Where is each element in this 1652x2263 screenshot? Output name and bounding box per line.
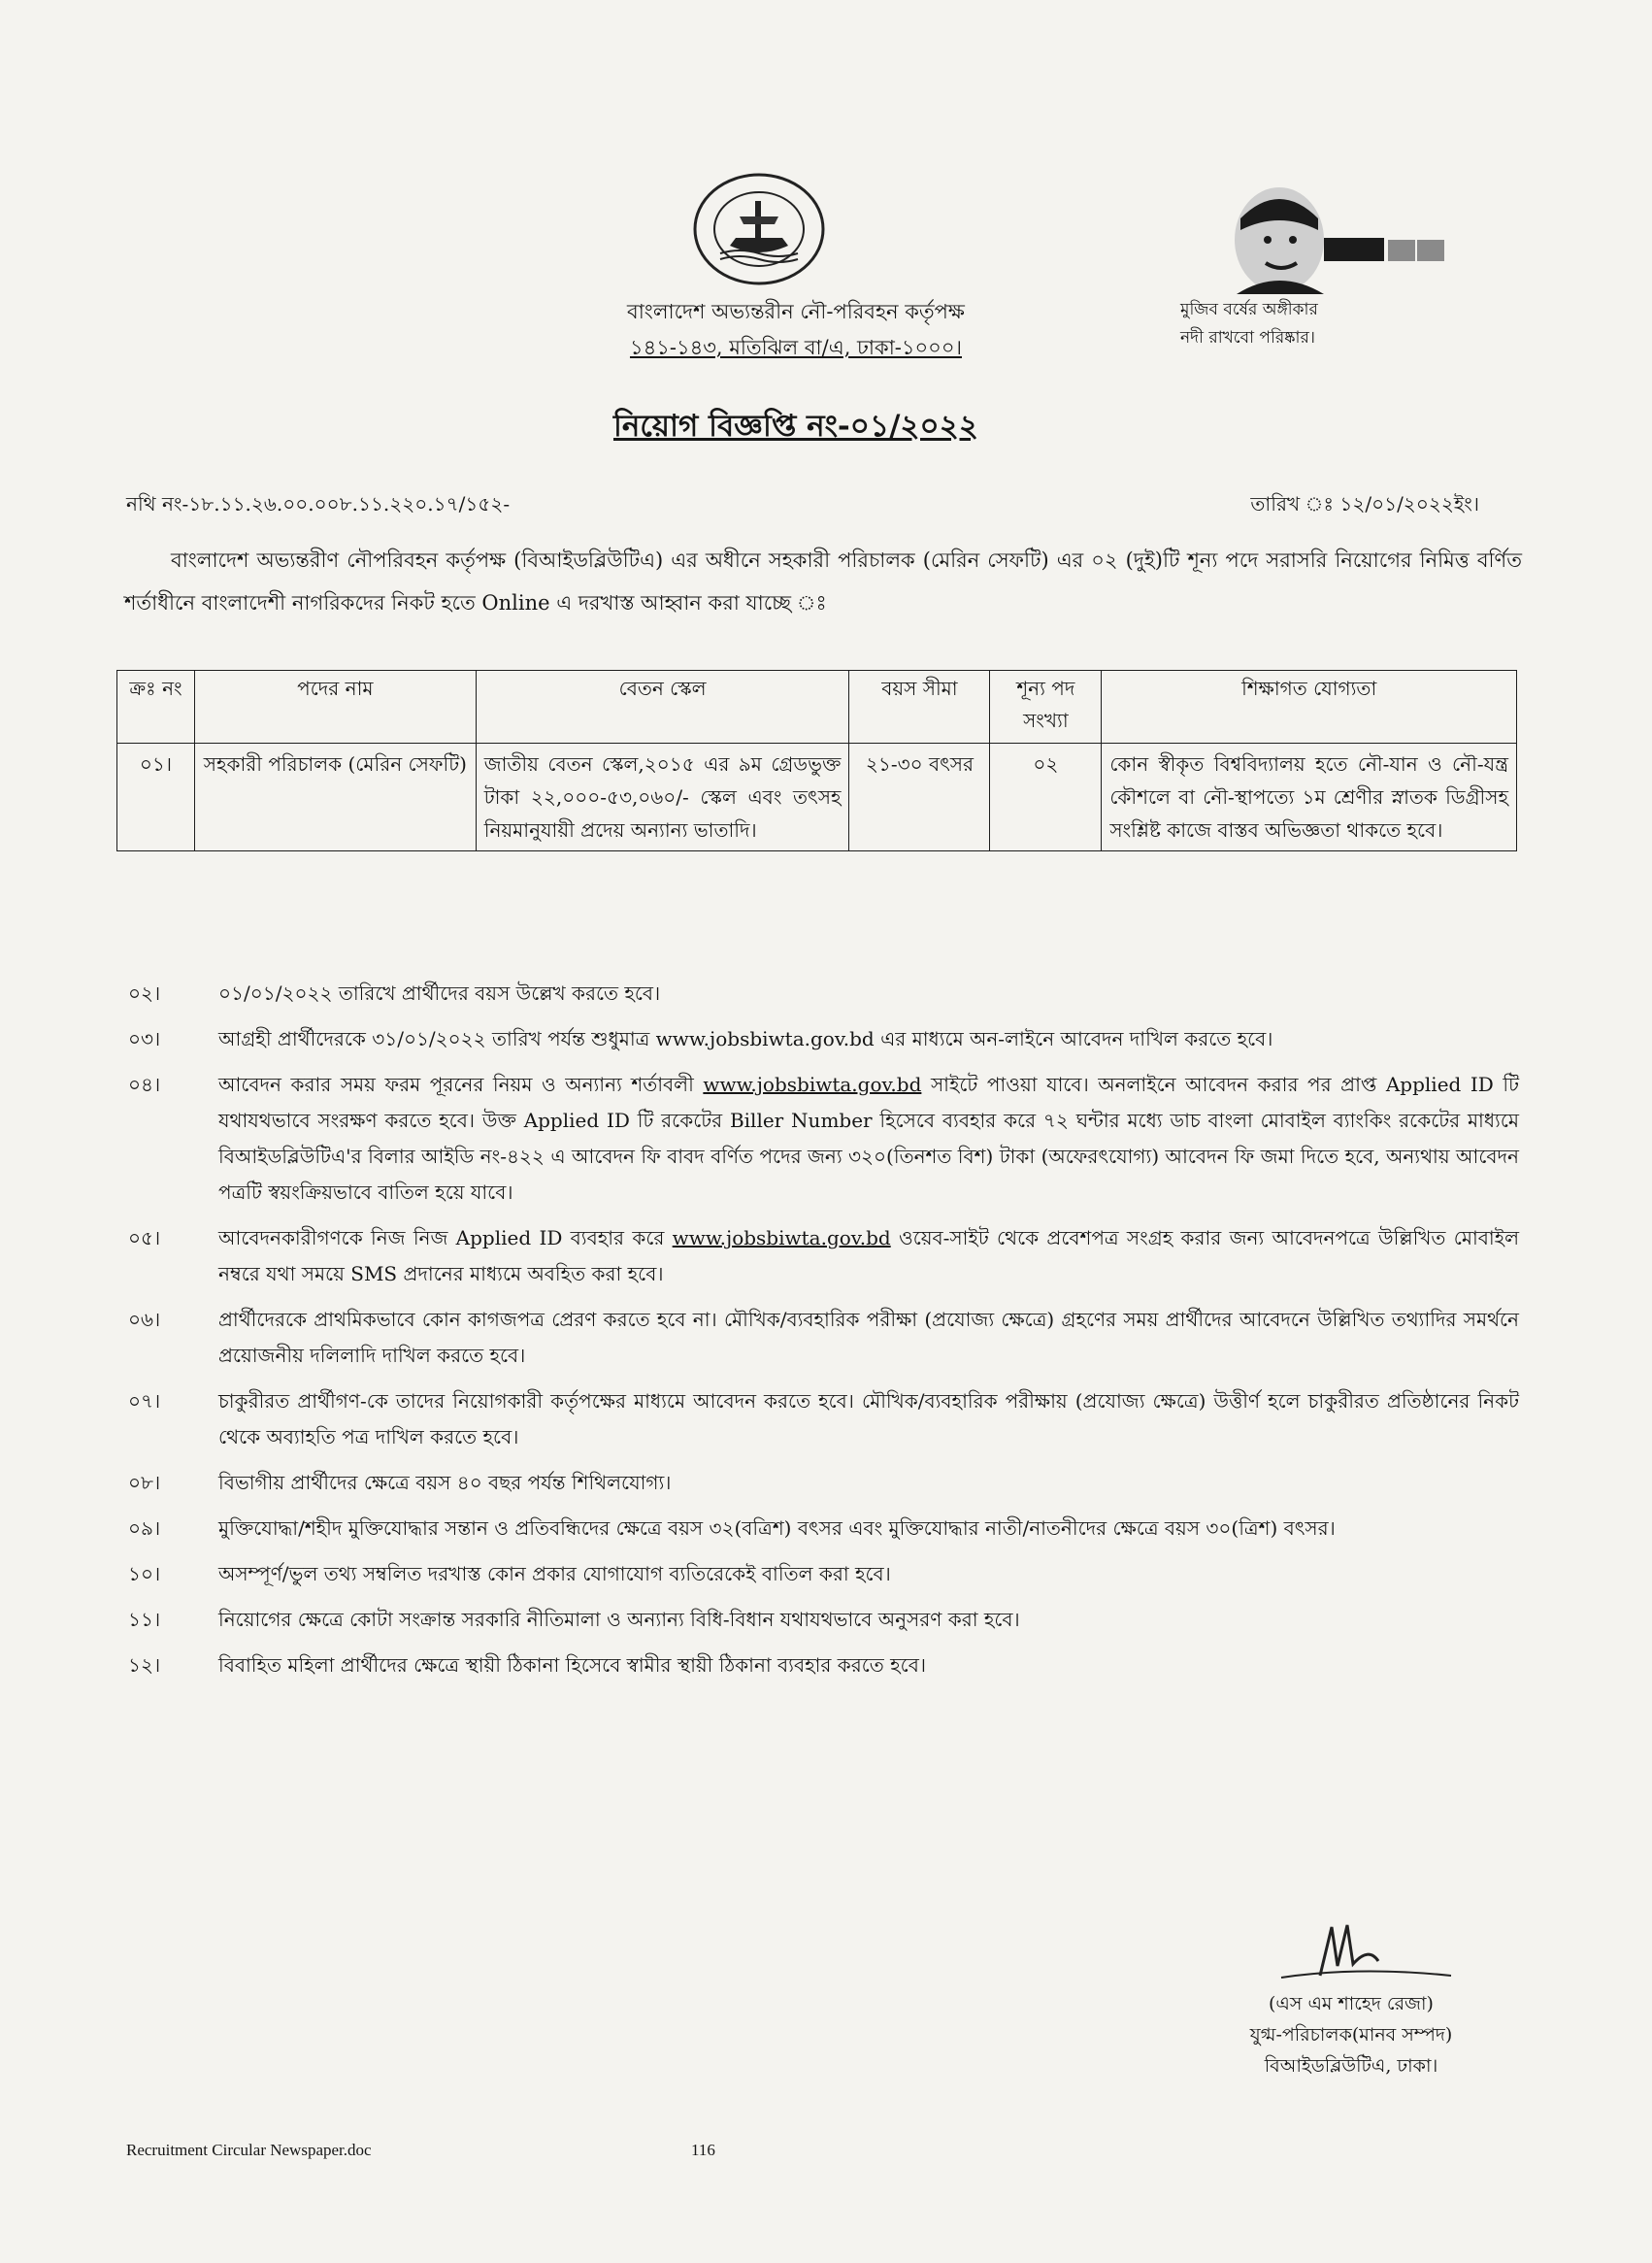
list-item	[116, 1465, 1519, 1501]
list-item	[116, 1556, 1519, 1592]
condition-text: চাকুরীরত প্রার্থীগণ-কে তাদের নিয়োগকারী কর্তৃপক্ষের মাধ্যমে আবেদন করতে হবে। মৌখিক/ব্যবহারিক পরীক্ষায় (প্রযোজ্য ক্ষেত্রে) উত্তীর্ণ হলে চাকুরীরত প্রতিষ্ঠানের নিকট থেকে অব্যাহতি পত্র দাখিল করতে হবে।	[218, 1389, 1519, 1448]
condition-text: অসম্পূর্ণ/ভুল তথ্য সম্বলিত দরখাস্ত কোন প্রকার যোগাযোগ ব্যতিরেকেই বাতিল করা হবে।	[218, 1562, 891, 1585]
memo-number: নথি নং-১৮.১১.২৬.০০.০০৮.১১.২২০.১৭/১৫২-	[126, 492, 511, 516]
cell-post-name: সহকারী পরিচালক (মেরিন সেফটি)	[194, 744, 476, 851]
condition-number: ০৭।	[128, 1389, 161, 1413]
condition-number: ০৩।	[128, 1027, 161, 1050]
cell-qualification: কোন স্বীকৃত বিশ্ববিদ্যালয় হতে নৌ-যান ও নৌ-যন্ত্র কৌশলে বা নৌ-স্থাপত্যে ১ম শ্রেণীর স্নাতক ডিগ্রীসহ সংশ্লিষ্ট কাজে বাস্তব অভিজ্ঞতা থাকতে হবে।	[1102, 744, 1517, 851]
footer-page-number: 116	[691, 2141, 715, 2159]
intro-paragraph: বাংলাদেশ অভ্যন্তরীণ নৌপরিবহন কর্তৃপক্ষ (বিআইডব্লিউটিএ) এর অধীনে সহকারী পরিচালক (মেরিন সেফটি) এর ০২ (দুই)টি শূন্য পদে সরাসরি নিয়োগের নিমিত্ত বর্ণিত শর্তাধীনে বাংলাদেশী নাগরিকদের নিকট হতে Online এ দরখাস্ত আহ্বান করা যাচ্ছে ঃ	[124, 549, 1522, 615]
condition-number: ০৯।	[128, 1516, 161, 1540]
list-item	[116, 1383, 1519, 1455]
condition-text: বিভাগীয় প্রার্থীদের ক্ষেত্রে বয়স ৪০ বছর পর্যন্ত শিথিলযোগ্য।	[218, 1471, 672, 1494]
list-item	[116, 1302, 1519, 1374]
list-item	[116, 1220, 1519, 1292]
cell-pay-scale: জাতীয় বেতন স্কেল,২০১৫ এর ৯ম গ্রেডভুক্ত টাকা ২২,০০০-৫৩,০৬০/- স্কেল এবং তৎসহ নিয়মানুযায়ী প্রদেয় অন্যান্য ভাতাদি।	[476, 744, 849, 851]
header-qualification: শিক্ষাগত যোগ্যতা	[1102, 671, 1517, 744]
signatory-name: (এস এম শাহেদ রেজা)	[1269, 1993, 1434, 2014]
footer-file-name: Recruitment Circular Newspaper.doc	[126, 2141, 372, 2159]
signatory-office: বিআইডব্লিউটিএ, ঢাকা।	[1264, 2055, 1438, 2077]
cell-age-limit: ২১-৩০ বৎসর	[849, 744, 990, 851]
condition-number: ০৪।	[128, 1073, 161, 1096]
header-vacancy: শূন্য পদ সংখ্যা	[990, 671, 1102, 744]
mujib-caption-line2: নদী রাখবো পরিষ্কার।	[1180, 328, 1315, 348]
website-link[interactable]: www.jobsbiwta.gov.bd	[672, 1226, 891, 1249]
organization-name: বাংলাদেশ অভ্যন্তরীন নৌ-পরিবহন কর্তৃপক্ষ	[627, 300, 965, 323]
list-item	[116, 1021, 1519, 1057]
table-header-row	[117, 671, 1517, 744]
condition-number: ১০।	[128, 1562, 161, 1585]
condition-number: ০৬।	[128, 1308, 161, 1331]
header-age-limit: বয়স সীমা	[849, 671, 990, 744]
list-item	[116, 1511, 1519, 1547]
organization-address: ১৪১-১৪৩, মতিঝিল বা/এ, ঢাকা-১০০০।	[629, 336, 962, 359]
website-link[interactable]: www.jobsbiwta.gov.bd	[703, 1073, 922, 1096]
condition-text: ০১/০১/২০২২ তারিখে প্রার্থীদের বয়স উল্লেখ করতে হবে।	[218, 982, 661, 1005]
posts-table	[116, 670, 1517, 851]
conditions-list	[116, 976, 1519, 1693]
cell-serial: ০১।	[117, 744, 195, 851]
condition-text: নিয়োগের ক্ষেত্রে কোটা সংক্রান্ত সরকারি নীতিমালা ও অন্যান্য বিধি-বিধান যথাযথভাবে অনুসরণ করা হবে।	[218, 1608, 1020, 1631]
condition-number: ০৮।	[128, 1471, 161, 1494]
mujib-caption-line1: মুজিব বর্ষের অঙ্গীকার	[1180, 300, 1318, 319]
cell-vacancy: ০২	[990, 744, 1102, 851]
signatory-block	[1196, 1988, 1506, 2081]
list-item	[116, 1602, 1519, 1638]
header-post-name: পদের নাম	[194, 671, 476, 744]
condition-text: আবেদনকারীগণকে নিজ নিজ Applied ID ব্যবহার করে	[218, 1226, 673, 1249]
condition-text: বিবাহিত মহিলা প্রার্থীদের ক্ষেত্রে স্থায়ী ঠিকানা হিসেবে স্বামীর স্থায়ী ঠিকানা ব্যবহার করতে হবে।	[218, 1653, 926, 1677]
biwta-logo	[691, 170, 827, 288]
notice-title: নিয়োগ বিজ্ঞপ্তি নং-০১/২০২২	[612, 409, 979, 444]
header-pay-scale: বেতন স্কেল	[476, 671, 849, 744]
table-row	[117, 744, 1517, 851]
condition-number: ১২।	[128, 1653, 161, 1677]
condition-text: আগ্রহী প্রার্থীদেরকে ৩১/০১/২০২২ তারিখ পর্যন্ত শুধুমাত্র www.jobsbiwta.gov.bd এর মাধ্যমে অন-লাইনে আবেদন দাখিল করতে হবে।	[218, 1027, 1273, 1050]
signatory-designation: যুগ্ম-পরিচালক(মানব সম্পদ)	[1249, 2024, 1453, 2046]
list-item	[116, 1647, 1519, 1683]
condition-number: ০৫।	[128, 1226, 161, 1249]
condition-text: ওয়েব-সাইট থেকে প্রবেশপত্র সংগ্রহ করার জন্য আবেদনপত্রে উল্লিখিত মোবাইল নম্বরে যথা সময়ে SMS প্রদানের মাধ্যমে অবহিত করা হবে।	[218, 1226, 1519, 1285]
mujib-caption	[1180, 296, 1433, 352]
condition-text: মুক্তিযোদ্ধা/শহীদ মুক্তিযোদ্ধার সন্তান ও প্রতিবন্ধিদের ক্ষেত্রে বয়স ৩২(বত্রিশ) বৎসর এবং মুক্তিযোদ্ধার নাতী/নাতনীদের ক্ষেত্রে বয়স ৩০(ত্রিশ) বৎসর।	[218, 1516, 1336, 1540]
condition-text: সাইটে পাওয়া যাবে। অনলাইনে আবেদন করার পর প্রাপ্ত Applied ID টি যথাযথভাবে সংরক্ষণ করতে হবে। উক্ত Applied ID টি রকেটের Biller Number হিসেবে ব্যবহার করে ৭২ ঘন্টার মধ্যে ডাচ বাংলা মোবাইল ব্যাংকিং রকেটের মাধ্যমে বিআইডব্লিউটিএ'র বিলার আইডি নং-৪২২ এ আবেদন ফি বাবদ বর্ণিত পদের জন্য ৩২০(তিনশত বিশ) টাকা (অফেরৎযোগ্য) আবেদন ফি জমা দিতে হবে, অন্যথায় আবেদন পত্রটি স্বয়ংক্রিয়ভাবে বাতিল হয়ে যাবে।	[218, 1073, 1519, 1204]
condition-number: ০২।	[128, 982, 161, 1005]
memo-date: তারিখ ঃ ১২/০১/২০২২ইং।	[1250, 492, 1479, 516]
condition-text: প্রার্থীদেরকে প্রাথমিকভাবে কোন কাগজপত্র প্রেরণ করতে হবে না। মৌখিক/ব্যবহারিক পরীক্ষা (প্রযোজ্য ক্ষেত্রে) গ্রহণের সময় প্রার্থীদের আবেদনে উল্লিখিত তথ্যাদির সমর্থনে প্রয়োজনীয় দলিলাদি দাখিল করতে হবে।	[218, 1308, 1519, 1367]
condition-text: আবেদন করার সময় ফরম পূরনের নিয়ম ও অন্যান্য শর্তাবলী	[218, 1073, 704, 1096]
mujib-year-logo	[1223, 180, 1475, 296]
list-item	[116, 976, 1519, 1012]
header-serial: ক্রঃ নং	[117, 671, 195, 744]
condition-number: ১১।	[128, 1608, 161, 1631]
list-item	[116, 1067, 1519, 1211]
